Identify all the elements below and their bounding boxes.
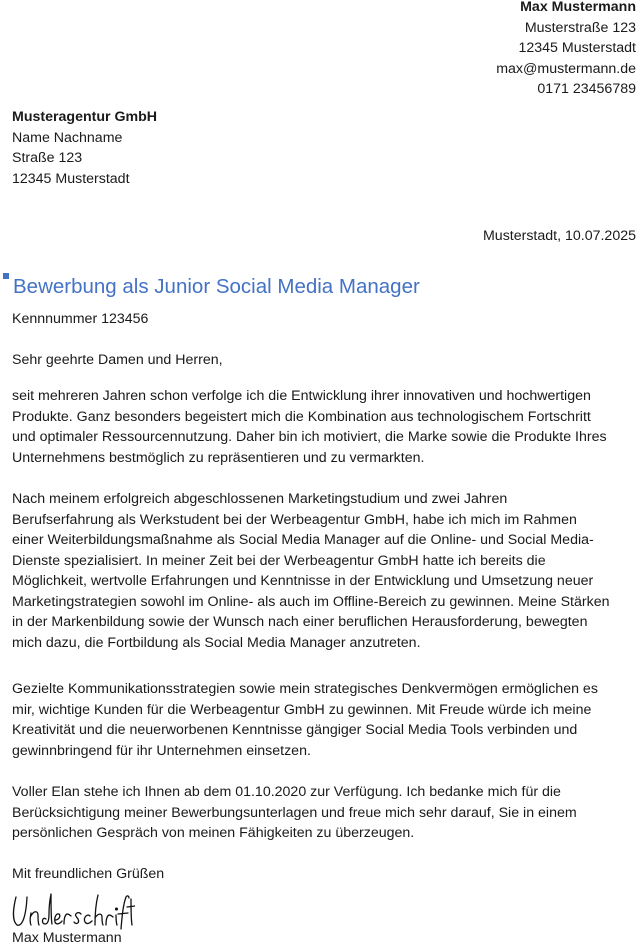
sender-phone: 0171 23456789 bbox=[537, 81, 636, 97]
paragraph-line: einer Weiterbildungsmaßnahme als Social Media Manager auf die Online- und Social Media- bbox=[12, 532, 594, 548]
body-paragraph-3 bbox=[12, 679, 636, 761]
recipient-city: 12345 Musterstadt bbox=[12, 170, 130, 187]
paragraph-line: Berücksichtigung meiner Bewerbungsunterlagen und freue mich sehr darauf, Sie in einem bbox=[12, 804, 577, 821]
sender-street: Musterstraße 123 bbox=[524, 19, 636, 36]
paragraph-line: seit mehreren Jahren schon verfolge ich die Entwicklung ihrer innovativen und hochwertigen bbox=[12, 388, 591, 404]
paragraph-line: mich dazu, die Fortbildung als Social Media Manager anzutreten. bbox=[12, 634, 421, 651]
paragraph-line: Unternehmens bestmöglich zu repräsentieren und zu vermarkten. bbox=[12, 449, 425, 466]
paragraph-line: Möglichkeit, wertvolle Erfahrungen und Kenntnisse in der Entwicklung und Umsetzung neuer bbox=[12, 573, 594, 589]
body-paragraph-2 bbox=[12, 489, 636, 653]
letter-subject: Bewerbung als Junior Social Media Manager bbox=[13, 275, 420, 298]
closing-phrase: Mit freundlichen Grüßen bbox=[12, 866, 165, 882]
paragraph-line: mir, wichtige Kunden für die Werbeagentur GmbH zu gewinnen. Mit Freude würde ich meine bbox=[12, 701, 592, 718]
reference-number: Kennnummer 123456 bbox=[12, 311, 149, 327]
letter-date: Musterstadt, 10.07.2025 bbox=[482, 228, 636, 244]
paragraph-line: Dienste spezialisiert. In meiner Zeit bei der Werbeagentur GmbH hatte ich bereits die bbox=[12, 552, 546, 569]
body-paragraph-4 bbox=[12, 782, 636, 844]
sender-email: max@mustermann.de bbox=[496, 60, 636, 77]
paragraph-line: Berufserfahrung als Werkstudent bei der Werbeagentur GmbH, habe ich mich im Rahmen bbox=[12, 511, 577, 528]
paragraph-line: gewinnbringend für ihr Unternehmen einsetzen. bbox=[12, 742, 311, 759]
heading-marker-icon bbox=[3, 273, 9, 279]
signed-name: Max Mustermann bbox=[12, 930, 122, 946]
recipient-address-block bbox=[12, 107, 157, 189]
paragraph-line: in der Markenbildung sowie der Wunsch nach einer beruflichen Herausforderung, bewegten bbox=[12, 614, 588, 630]
sender-city: 12345 Musterstadt bbox=[518, 40, 636, 56]
paragraph-line: Produkte. Ganz besonders begeistert mich die Kombination aus technologischem Fortschritt bbox=[12, 408, 591, 425]
recipient-contact: Name Nachname bbox=[12, 129, 123, 146]
sender-address-block bbox=[496, 0, 636, 100]
paragraph-line: und optimaler Ressourcennutzung. Daher bin ich motiviert, die Marke sowie die Produkte Ihres bbox=[12, 429, 607, 445]
body-paragraph-1 bbox=[12, 386, 636, 468]
handwritten-signature bbox=[10, 889, 135, 931]
salutation: Sehr geehrte Damen und Herren, bbox=[12, 352, 223, 368]
paragraph-line: Gezielte Kommunikationsstrategien sowie mein strategisches Denkvermögen ermöglichen es bbox=[12, 681, 598, 697]
paragraph-line: Marketingstrategien sowohl im Online- als auch im Offline-Bereich zu gewinnen. Meine Stärken bbox=[12, 593, 610, 610]
recipient-street: Straße 123 bbox=[12, 150, 83, 166]
paragraph-line: Kreativität und die neuerworbenen Kenntnisse gängiger Social Media Tools verbinden und bbox=[12, 722, 578, 738]
paragraph-line: persönlichen Gespräch von meinen Fähigkeiten zu überzeugen. bbox=[12, 825, 415, 841]
recipient-company: Musteragentur GmbH bbox=[12, 109, 158, 125]
paragraph-line: Voller Elan stehe ich Ihnen ab dem 01.10.2020 zur Verfügung. Ich bedanke mich für die bbox=[12, 784, 561, 800]
sender-name: Max Mustermann bbox=[520, 0, 636, 15]
paragraph-line: Nach meinem erfolgreich abgeschlossenen Marketingstudium und zwei Jahren bbox=[12, 491, 508, 507]
